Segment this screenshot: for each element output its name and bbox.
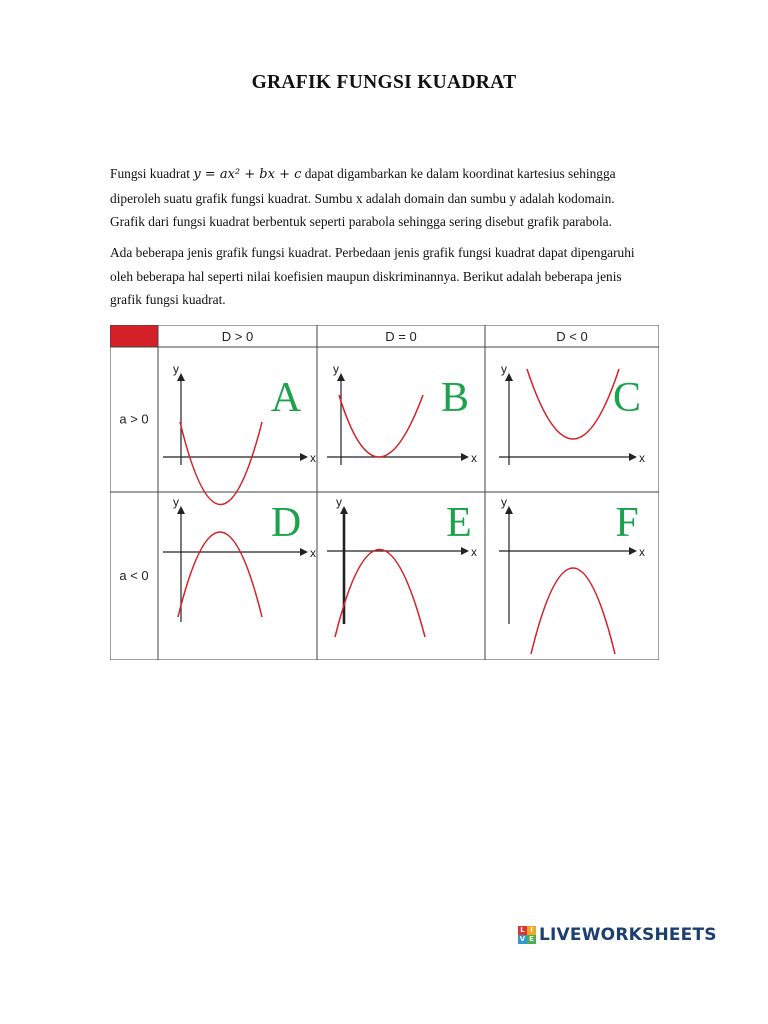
- paragraph-intro-line-3: Grafik dari fungsi kuadrat berbentuk seperti parabola sehingga sering disebut grafik parabola.: [110, 214, 612, 229]
- paragraph-types-line-1: Ada beberapa jenis grafik fungsi kuadrat. Perbedaan jenis grafik fungsi kuadrat dapat dipengaruhi: [110, 245, 635, 260]
- column-header: D = 0: [385, 329, 417, 344]
- parabola-curve: [531, 568, 615, 654]
- logo-tile: V: [519, 935, 526, 943]
- graph-letter-d: D: [270, 500, 302, 546]
- logo-tile: L: [518, 926, 527, 935]
- graph-letter-e: E: [446, 500, 472, 546]
- paragraph-types: [110, 241, 670, 312]
- liveworksheets-logo: [518, 924, 717, 946]
- paragraph-intro: [110, 162, 670, 234]
- y-axis-label: y: [501, 495, 507, 509]
- quadratic-formula: y = ax² + bx + c: [193, 167, 302, 182]
- parabola-curve: [335, 550, 425, 638]
- paragraph-intro-line-1: [110, 162, 670, 187]
- x-axis-label: x: [471, 545, 477, 559]
- logo-tile: I: [527, 926, 536, 935]
- paragraph-types-line-3: grafik fungsi kuadrat.: [110, 292, 226, 307]
- row-header: a > 0: [119, 411, 149, 427]
- parabola-curve: [178, 532, 262, 617]
- x-axis-label: x: [310, 546, 316, 560]
- row-header: a < 0: [119, 568, 149, 583]
- x-axis-label: x: [310, 451, 316, 465]
- parabola-curve: [527, 369, 619, 439]
- y-axis-label: y: [336, 495, 342, 509]
- x-axis-label: x: [639, 451, 645, 465]
- column-header: D < 0: [556, 329, 588, 344]
- graph-letter-f: F: [615, 500, 639, 546]
- x-axis-label: x: [471, 451, 477, 465]
- column-header: D > 0: [221, 329, 254, 344]
- paragraph-types-line-2: oleh beberapa hal seperti nilai koefisien maupun diskriminannya. Berikut adalah beberapa jenis: [110, 268, 622, 284]
- y-axis-label: y: [173, 495, 179, 509]
- graph-letter-a: A: [270, 375, 302, 421]
- y-axis-label: y: [501, 362, 507, 376]
- page-title: GRAFIK FUNGSI KUADRAT: [251, 72, 517, 93]
- y-axis-label: y: [333, 362, 339, 376]
- liveworksheets-wordmark: LIVEWORKSHEETS: [539, 925, 717, 945]
- paragraph-intro-line-2: diperoleh suatu grafik fungsi kuadrat. Sumbu x adalah domain dan sumbu y adalah kodomain.: [110, 190, 615, 206]
- y-axis-label: y: [173, 362, 179, 376]
- logo-tile: E: [527, 935, 536, 944]
- parabola-curve: [339, 395, 423, 457]
- liveworksheets-icon: [518, 926, 536, 944]
- graph-table-svg: [110, 325, 659, 660]
- graph-letter-c: C: [612, 375, 642, 421]
- intro-rest: dapat digambarkan ke dalam koordinat kartesius sehingga: [304, 166, 616, 181]
- graph-table: [110, 325, 659, 660]
- intro-text: Fungsi kuadrat: [110, 166, 190, 181]
- x-axis-label: x: [639, 545, 645, 559]
- graph-letter-b: B: [440, 375, 470, 421]
- table-corner-cell: [110, 325, 158, 347]
